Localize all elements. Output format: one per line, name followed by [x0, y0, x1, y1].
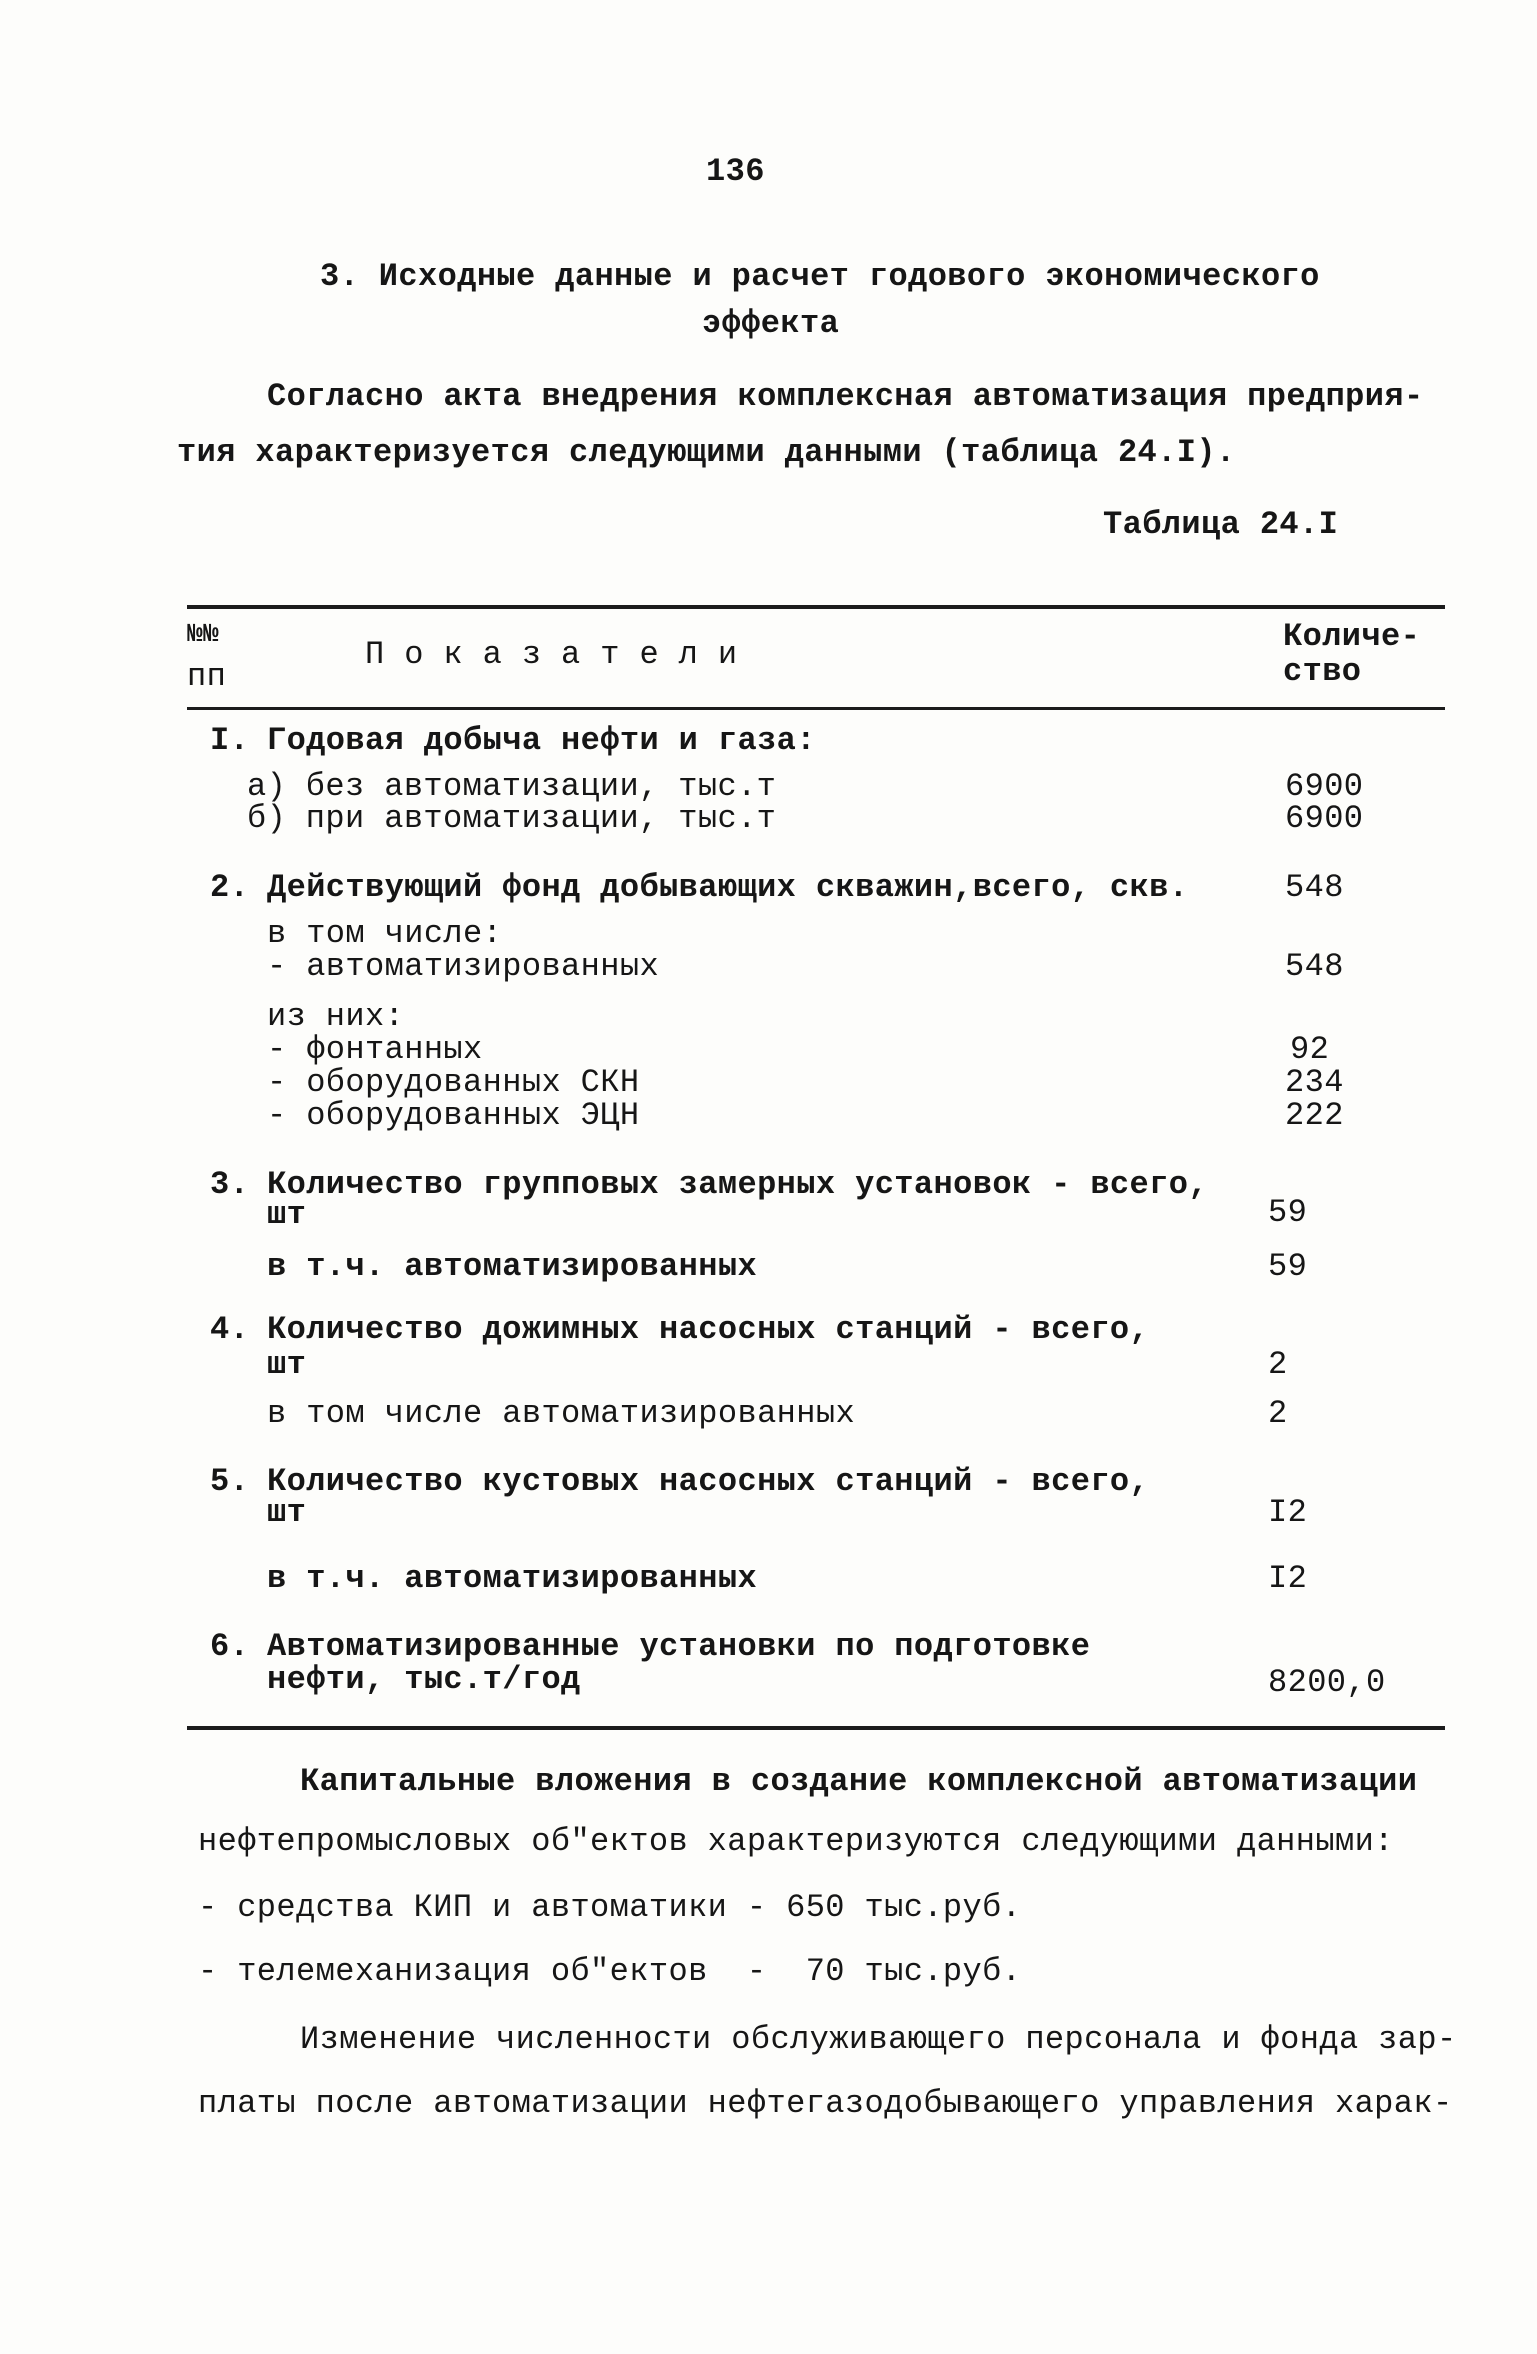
- header-num-line1: №№: [187, 619, 220, 649]
- capital-line2: нефтепромысловых об"ектов характеризуются следующими данными:: [198, 1823, 1394, 1860]
- item-number: 2.: [210, 869, 250, 906]
- item-title-unit: шт: [267, 1494, 307, 1531]
- item-title: Действующий фонд добывающих скважин,всего, скв.: [267, 869, 1189, 906]
- intro-line1: Согласно акта внедрения комплексная автоматизация предприя-: [267, 378, 1424, 415]
- header-num-line2: пп: [187, 658, 227, 695]
- item-subline: в том числе автоматизированных: [267, 1395, 856, 1432]
- item-subline: в том числе:: [267, 915, 503, 952]
- item-value: 92: [1290, 1031, 1330, 1068]
- item-value: 234: [1285, 1064, 1344, 1101]
- item-value: 59: [1268, 1248, 1308, 1285]
- table-header-rule: [187, 707, 1445, 710]
- item-number: 5.: [210, 1463, 250, 1500]
- item-subline: из них:: [267, 998, 405, 1035]
- staff-line2: платы после автоматизации нефтегазодобывающего управления харак-: [198, 2085, 1453, 2122]
- item-number: 6.: [210, 1628, 250, 1665]
- header-indicator: П о к а з а т е л и: [365, 636, 738, 673]
- section-heading-line1: 3. Исходные данные и расчет годового экономического: [320, 258, 1320, 295]
- item-title: Годовая добыча нефти и газа:: [267, 722, 816, 759]
- item-title: Автоматизированные установки по подготовке: [267, 1628, 1091, 1665]
- item-value: 6900: [1285, 768, 1364, 805]
- item-value: 222: [1285, 1097, 1344, 1134]
- item-subline: - оборудованных СКН: [267, 1064, 640, 1101]
- item-subline: а) без автоматизации, тыс.т: [247, 768, 777, 805]
- header-qty-line2: ство: [1283, 653, 1362, 690]
- section-heading-line2: эффекта: [702, 305, 840, 342]
- item-number: 4.: [210, 1311, 250, 1348]
- capital-line1: Капитальные вложения в создание комплексной автоматизации: [300, 1763, 1418, 1800]
- item-value: 59: [1268, 1194, 1308, 1231]
- item-subline: - автоматизированных: [267, 948, 660, 985]
- item-value: 6900: [1285, 800, 1364, 837]
- capital-item: - телемеханизация об"ектов - 70 тыс.руб.: [198, 1953, 1022, 1990]
- item-subline: в т.ч. автоматизированных: [267, 1248, 758, 1285]
- item-subline: в т.ч. автоматизированных: [267, 1560, 758, 1597]
- item-number: 3.: [210, 1166, 250, 1203]
- item-value: 2: [1268, 1395, 1288, 1432]
- item-value: I2: [1268, 1494, 1308, 1531]
- page-number: 136: [706, 153, 765, 190]
- item-title: Количество дожимных насосных станций - всего,: [267, 1311, 1150, 1348]
- item-value: 548: [1285, 869, 1344, 906]
- item-value: 2: [1268, 1346, 1288, 1383]
- table-top-rule: [187, 605, 1445, 609]
- item-title: Количество групповых замерных установок - всего,: [267, 1166, 1208, 1203]
- staff-line1: Изменение численности обслуживающего персонала и фонда зар-: [300, 2021, 1457, 2058]
- table-caption: Таблица 24.I: [1103, 506, 1339, 543]
- item-subline: - оборудованных ЭЦН: [267, 1097, 640, 1134]
- item-value: I2: [1268, 1560, 1308, 1597]
- item-value: 8200,0: [1268, 1664, 1386, 1701]
- item-value: 548: [1285, 948, 1344, 985]
- item-subline: - фонтанных: [267, 1031, 483, 1068]
- header-qty-line1: Количе-: [1283, 618, 1421, 655]
- item-number: I.: [210, 722, 250, 759]
- item-title: Количество кустовых насосных станций - всего,: [267, 1463, 1150, 1500]
- item-subline: б) при автоматизации, тыс.т: [247, 800, 777, 837]
- capital-item: - средства КИП и автоматики - 650 тыс.руб.: [198, 1889, 1022, 1926]
- table-bottom-rule: [187, 1726, 1445, 1730]
- intro-line2: тия характеризуется следующими данными (таблица 24.I).: [177, 434, 1236, 471]
- item-title-unit: шт: [267, 1346, 307, 1383]
- item-title-unit: нефти, тыс.т/год: [267, 1661, 581, 1698]
- item-title-unit: шт: [267, 1196, 307, 1233]
